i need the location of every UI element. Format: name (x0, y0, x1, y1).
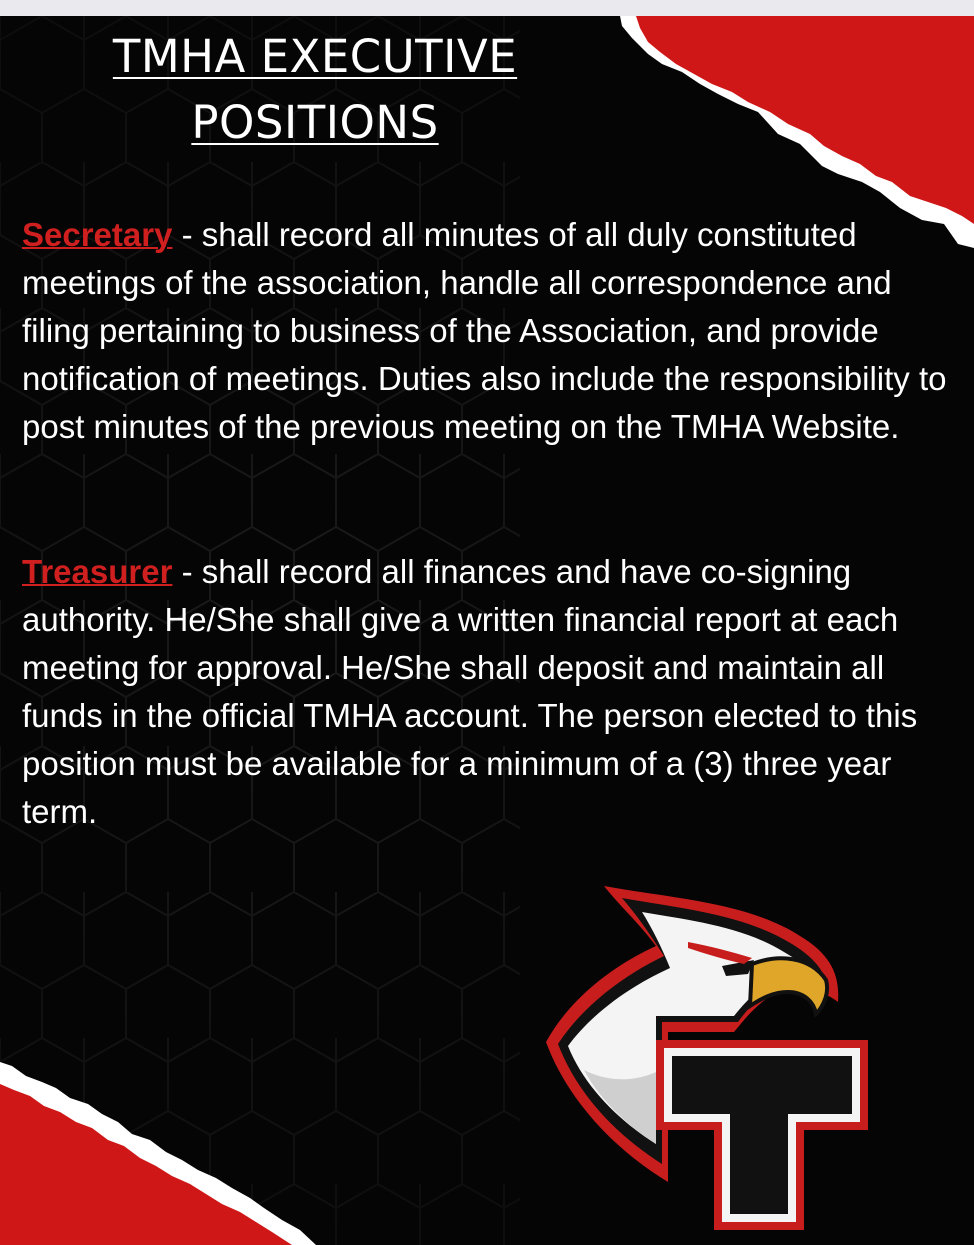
page-title-line-2: POSITIONS (191, 96, 439, 149)
secretary-duties-text: - shall record all minutes of all duly constituted meetings of the association, handle all correspondence and filing pertaining to business of the Association, and provide notification of meetings. Duties also include the responsibility to post minutes of the previous meeting on the TMHA Website. (22, 216, 947, 445)
secretary-description (22, 211, 952, 451)
torn-corner-top-right (636, 16, 974, 224)
eagle-head-t-logo (538, 882, 888, 1242)
secretary-role-label: Secretary (22, 216, 173, 253)
poster (0, 16, 974, 1245)
treasurer-duties-text: - shall record all finances and have co-signing authority. He/She shall give a written financial report at each meeting for approval. He/She shall deposit and maintain all funds in the official TMHA account. The person elected to this position must be available for a minimum of a (3) three year term. (22, 553, 918, 830)
page-title (0, 24, 630, 156)
torn-corner-bottom-left (0, 1084, 292, 1245)
treasurer-description (22, 548, 952, 836)
page-title-line-1: TMHA EXECUTIVE (112, 30, 518, 83)
treasurer-role-label: Treasurer (22, 553, 173, 590)
eagle-beak-icon (750, 958, 827, 1014)
t-letter-black (672, 1056, 852, 1214)
